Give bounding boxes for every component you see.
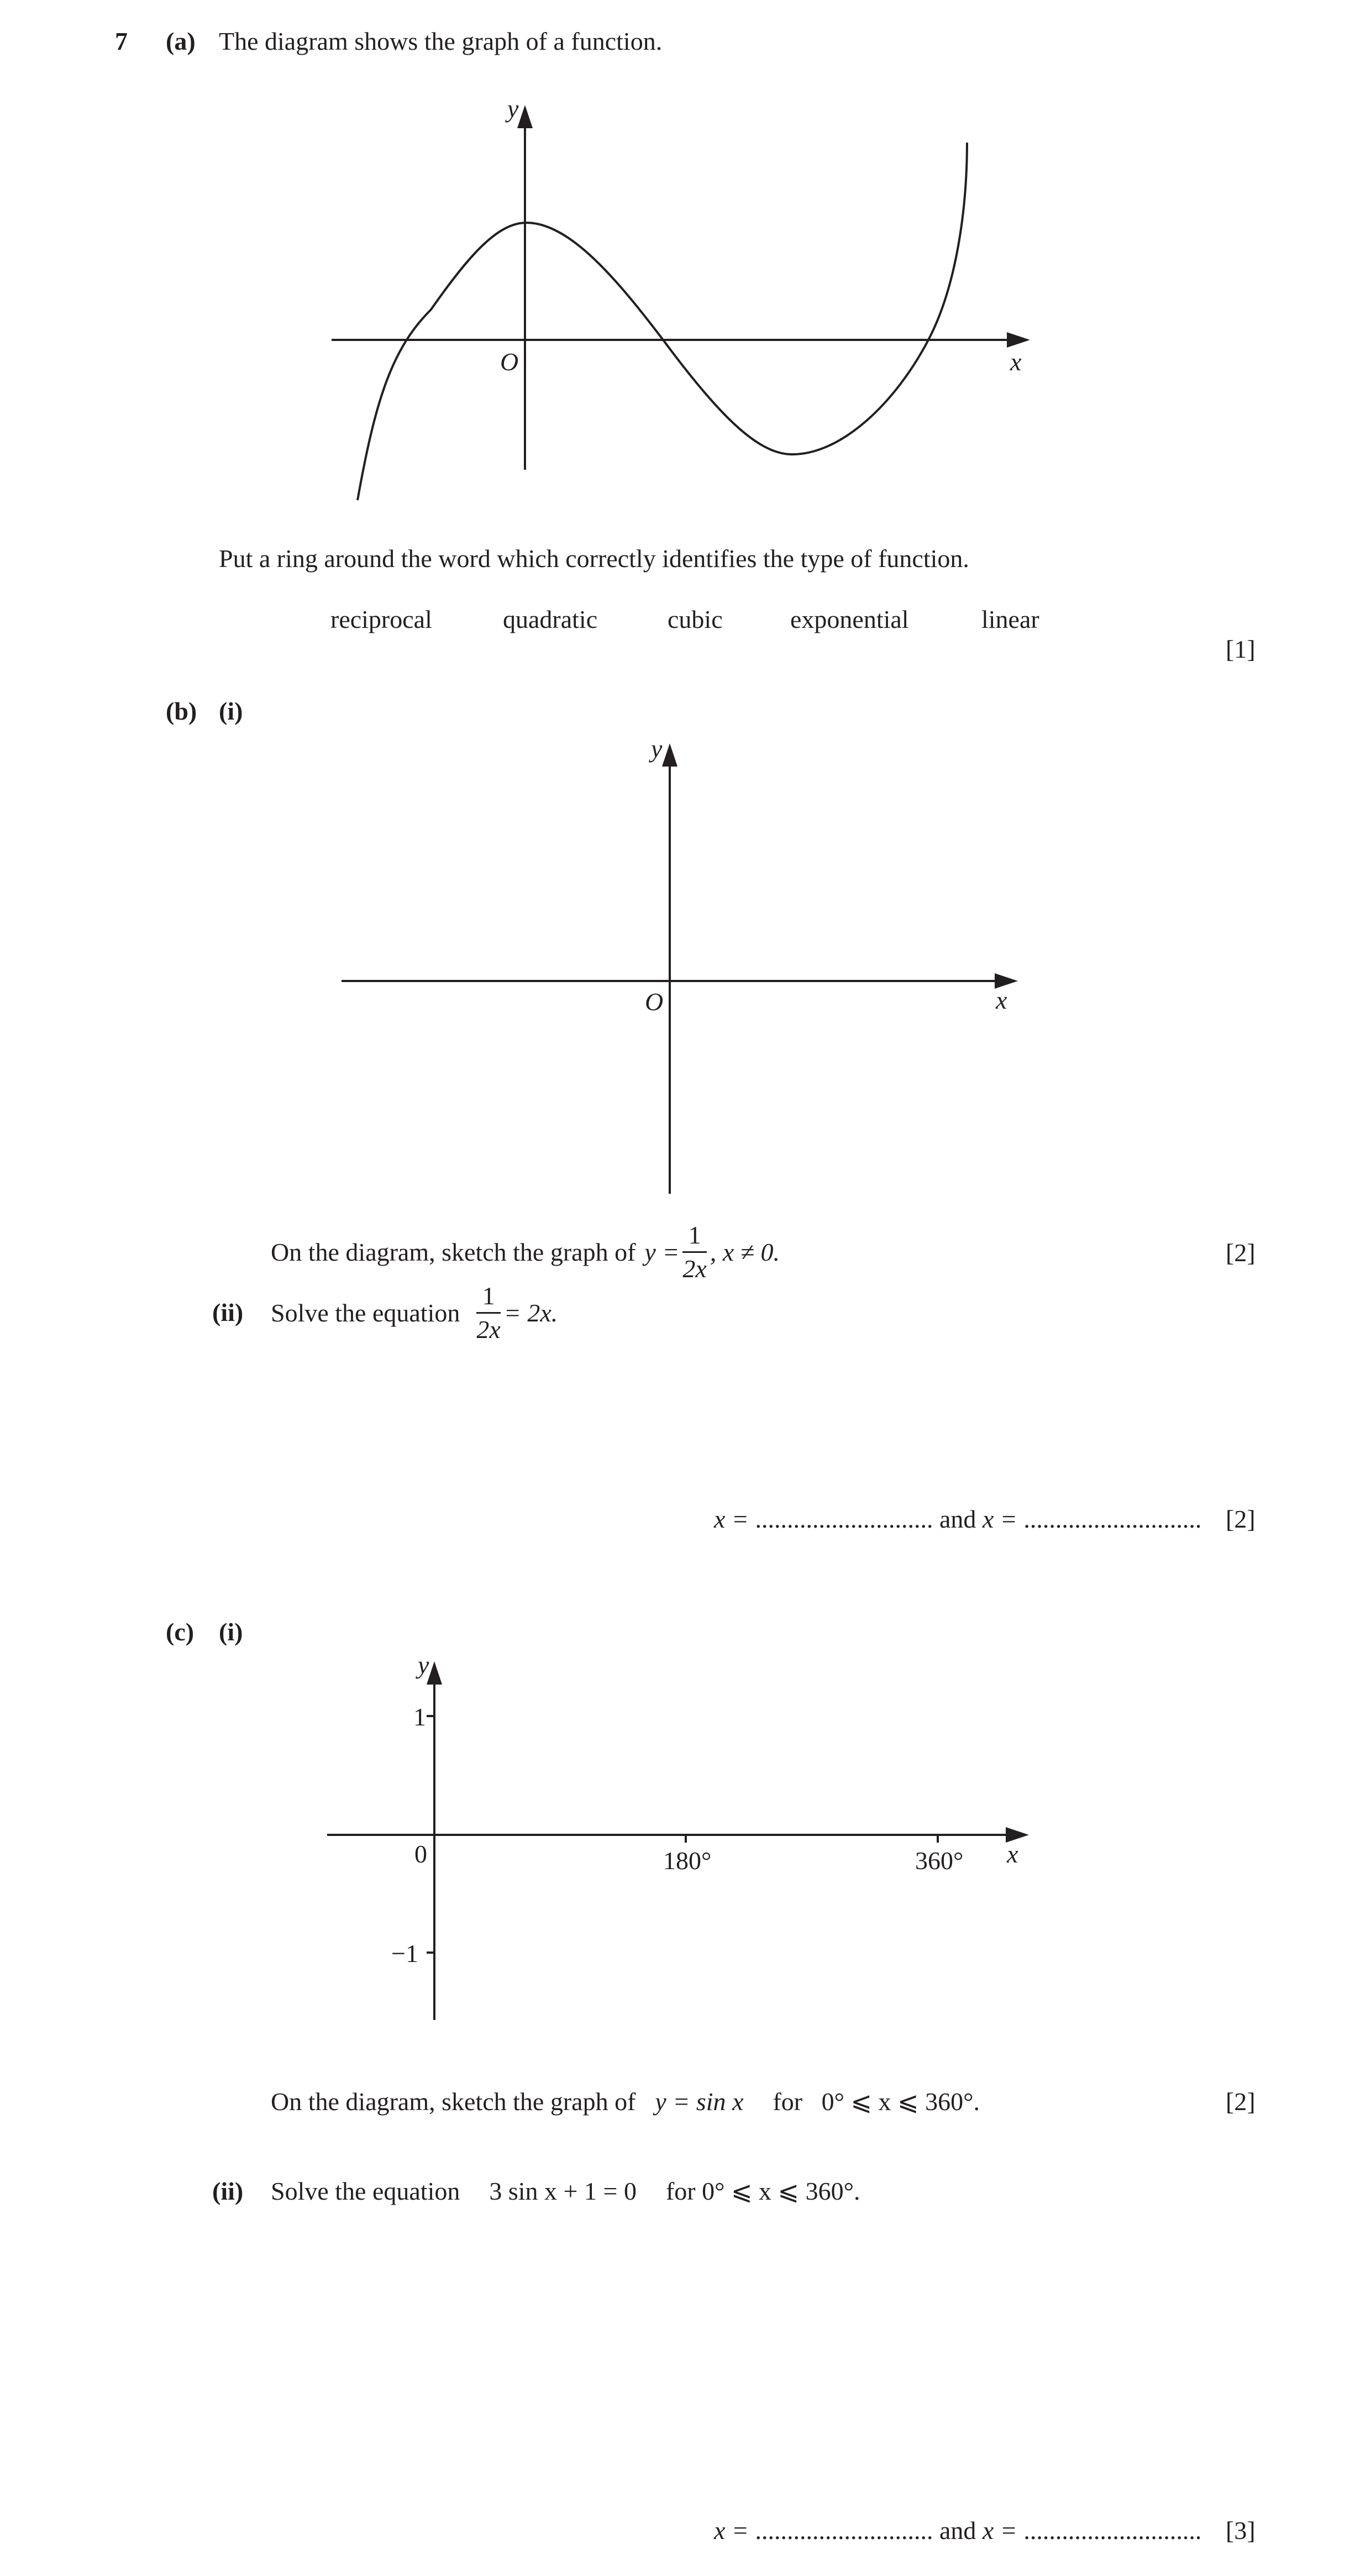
graph-b-y-label: y — [651, 734, 663, 763]
part-c-ii-answer-line — [714, 2518, 1201, 2543]
part-b-ii-frac-num: 1 — [476, 1283, 500, 1314]
graph-c — [309, 1652, 1061, 2028]
part-b-ii-fraction — [476, 1283, 500, 1342]
part-b-i-instruction — [271, 1223, 780, 1282]
part-c-ii-label: (ii) — [212, 2177, 244, 2205]
c-answer-and: and — [933, 2516, 983, 2544]
graph-a-x-arrow — [1007, 332, 1030, 348]
part-c-i-instruction — [271, 2089, 980, 2115]
option-linear[interactable]: linear — [981, 605, 1039, 633]
part-b-i-fraction — [682, 1223, 706, 1282]
graph-c-x-label: x — [1007, 1840, 1018, 1868]
part-b-ii-frac-den: 2x — [476, 1315, 501, 1344]
part-c-i-marks: [2] — [1226, 2087, 1256, 2116]
option-reciprocal[interactable]: reciprocal — [330, 605, 432, 633]
answer-x2-label: x = — [982, 1505, 1024, 1533]
option-quadratic[interactable]: quadratic — [503, 605, 598, 633]
answer-x1-label: x = — [714, 1505, 755, 1533]
part-a-intro: The diagram shows the graph of a function. — [219, 27, 663, 55]
graph-c-y-label: y — [418, 1652, 429, 1679]
part-b-ii-marks: [2] — [1226, 1505, 1256, 1533]
option-exponential[interactable]: exponential — [790, 605, 909, 633]
part-b-i-label: (i) — [219, 697, 243, 725]
part-c-ii-instruction — [271, 2179, 860, 2204]
graph-b-origin: O — [645, 988, 664, 1016]
part-b-i-prefix: On the diagram, sketch the graph of — [271, 1237, 636, 1266]
part-b-ii-eq-rhs: = 2x. — [503, 1298, 558, 1327]
graph-b-x-label: x — [996, 986, 1007, 1014]
graph-c-x-tick-label-180: 180° — [663, 1846, 712, 1875]
part-a-marks: [1] — [1226, 635, 1256, 663]
part-b-ii-label: (ii) — [212, 1298, 244, 1326]
part-c-label: (c) — [166, 1618, 195, 1646]
graph-c-x-tick-label-360: 360° — [915, 1846, 964, 1875]
part-c-i-equation: y = sin x — [655, 2087, 744, 2116]
part-b-i-frac-den: 2x — [682, 1255, 707, 1283]
part-b-i-frac-num: 1 — [682, 1223, 706, 1253]
part-b-label: (b) — [166, 697, 197, 725]
c-answer-blank-2[interactable]: ............................ — [1023, 2516, 1202, 2544]
graph-a — [309, 88, 1061, 520]
part-b-ii-instruction — [271, 1283, 558, 1342]
part-c-i-condition: for 0° ⩽ x ⩽ 360°. — [773, 2087, 980, 2116]
answer-blank-2[interactable]: ............................ — [1023, 1505, 1202, 1533]
part-c-ii-prefix: Solve the equation — [271, 2177, 460, 2205]
graph-a-origin: O — [500, 348, 519, 376]
graph-b-y-arrow — [662, 743, 677, 767]
part-b-i-eq-lhs: y = — [644, 1237, 680, 1266]
graph-c-y-tick-label-1: 1 — [413, 1703, 426, 1731]
part-c-i-label: (i) — [219, 1618, 243, 1646]
c-answer-x2-label: x = — [982, 2516, 1024, 2544]
graph-c-origin: 0 — [414, 1840, 427, 1868]
graph-c-y-tick-label-neg1: −1 — [391, 1939, 418, 1968]
c-answer-x1-label: x = — [714, 2516, 755, 2544]
part-a-label: (a) — [166, 27, 196, 55]
option-cubic[interactable]: cubic — [668, 605, 723, 633]
part-a-instruction: Put a ring around the word which correctly identifies the type of function. — [219, 544, 969, 573]
answer-and: and — [933, 1505, 983, 1533]
part-b-ii-prefix: Solve the equation — [271, 1298, 460, 1327]
part-c-i-prefix: On the diagram, sketch the graph of — [271, 2087, 636, 2116]
part-c-ii-equation: 3 sin x + 1 = 0 — [489, 2177, 637, 2205]
graph-b — [309, 730, 1061, 1205]
graph-a-y-arrow — [517, 105, 533, 128]
answer-blank-1[interactable]: ............................ — [755, 1505, 933, 1533]
part-b-i-eq-suffix: , x ≠ 0. — [710, 1237, 780, 1266]
part-c-ii-marks: [3] — [1226, 2516, 1256, 2544]
graph-a-x-label: x — [1010, 348, 1022, 376]
part-b-ii-answer-line — [714, 1507, 1201, 1532]
graph-a-y-label: y — [507, 95, 519, 123]
question-number: 7 — [115, 27, 128, 55]
c-answer-blank-1[interactable]: ............................ — [755, 2516, 933, 2544]
part-b-i-marks: [2] — [1226, 1239, 1256, 1267]
part-c-ii-condition: for 0° ⩽ x ⩽ 360°. — [665, 2177, 860, 2205]
graph-a-curve — [358, 143, 967, 500]
